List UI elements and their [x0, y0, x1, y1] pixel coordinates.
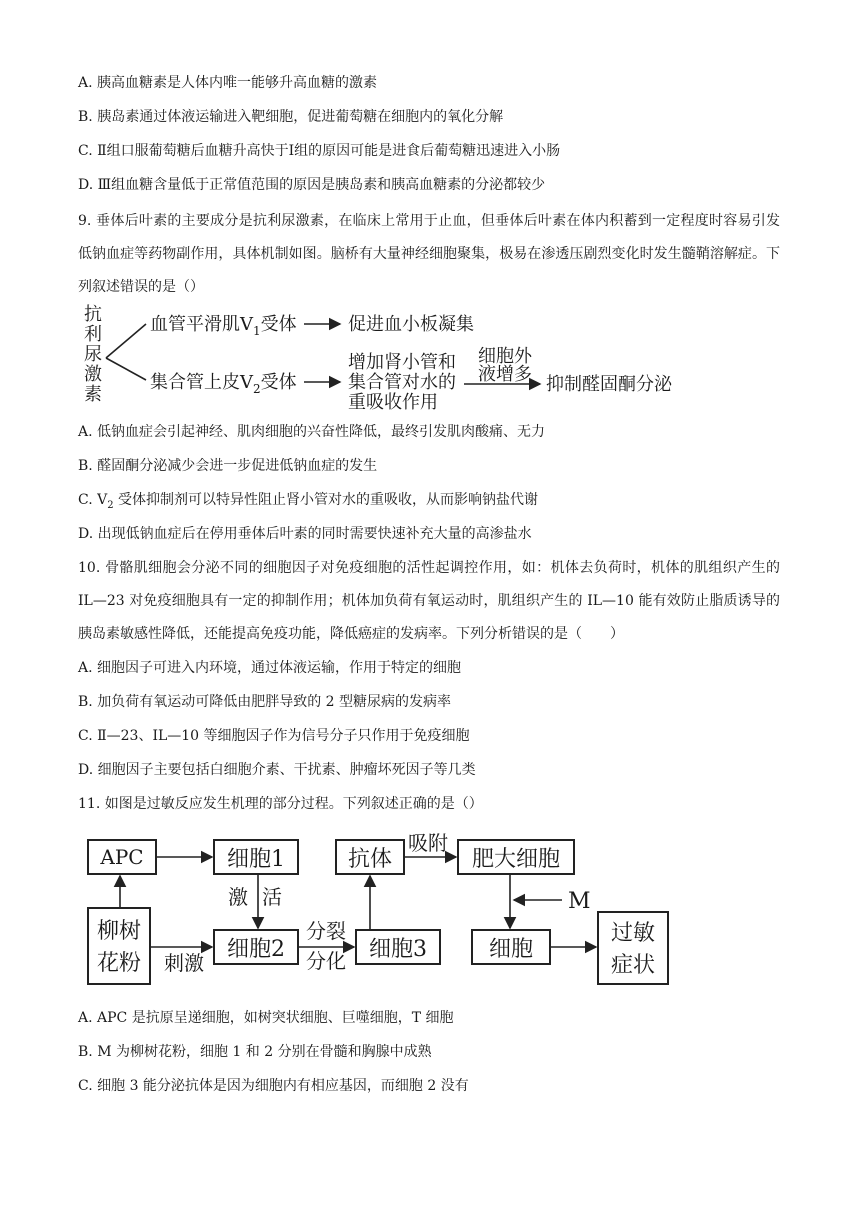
- m-label: M: [568, 889, 591, 914]
- svg-text:集合管对水的: 集合管对水的: [348, 372, 456, 393]
- svg-text:激: 激: [84, 364, 102, 385]
- cell2-label: 细胞2: [227, 937, 285, 962]
- svg-text:液增多: 液增多: [478, 364, 532, 385]
- antibody-label: 抗体: [347, 847, 393, 872]
- symptom-label-2: 症状: [610, 953, 656, 978]
- svg-text:增加肾小管和: 增加肾小管和: [348, 352, 456, 373]
- q8-option-a: A. 胰高血糖素是人体内唯一能够升高血糖的激素: [78, 75, 378, 91]
- branch-arrow-down: [106, 358, 146, 380]
- svg-text:重吸收作用: 重吸收作用: [348, 392, 438, 413]
- q9-option-b: B. 醛固酮分泌减少会进一步促进低钠血症的发生: [78, 458, 378, 474]
- apc-label: APC: [100, 845, 144, 869]
- branch-arrow-up: [106, 324, 146, 358]
- q8-option-d: D. Ⅲ组血糖含量低于正常值范围的原因是胰岛素和胰高血糖素的分泌都较少: [78, 177, 546, 193]
- cell-label: 细胞: [488, 937, 534, 962]
- v2-receptor: 集合管上皮$V_2$受体: [150, 372, 297, 396]
- activate-label-1: 激: [228, 885, 248, 909]
- final-effect: 抑制醛固酮分泌: [546, 374, 672, 395]
- svg-text:素: 素: [84, 384, 102, 405]
- svg-text:细胞外: 细胞外: [478, 346, 532, 367]
- q11-option-b: B. M 为柳树花粉，细胞 1 和 2 分别在骨髓和胸腺中成熟: [78, 1044, 432, 1060]
- differentiate-label: 分化: [306, 949, 346, 973]
- q11-option-c: C. 细胞 3 能分泌抗体是因为细胞内有相应基因，而细胞 2 没有: [78, 1078, 469, 1094]
- hormone-label: [84, 304, 102, 405]
- svg-text:利: 利: [84, 324, 102, 345]
- stimulate-label: 刺激: [164, 951, 204, 975]
- q11-stem: 11. 如图是过敏反应发生机理的部分过程。下列叙述正确的是（）: [78, 796, 483, 812]
- q9-option-d: D. 出现低钠血症后在停用垂体后叶素的同时需要快速补充大量的高渗盐水: [78, 526, 532, 542]
- pollen-label-2: 花粉: [96, 951, 142, 976]
- activate-label-2: 活: [262, 885, 282, 909]
- divide-label: 分裂: [306, 919, 346, 943]
- mast-cell-label: 肥大细胞: [471, 847, 561, 872]
- adsorb-label: 吸附: [408, 831, 448, 855]
- q9-option-c: C. $V_2$ 受体抑制剂可以特异性阻止肾小管对水的重吸收，从而影响钠盐代谢: [78, 492, 539, 511]
- q10-option-c: C. Ⅱ—23、IL—10 等细胞因子作为信号分子只作用于免疫细胞: [78, 728, 470, 744]
- q10-option-b: B. 加负荷有氧运动可降低由肥胖导致的 2 型糖尿病的发病率: [78, 694, 451, 710]
- q10-stem: 10. 骨骼肌细胞会分泌不同的细胞因子对免疫细胞的活性起调控作用，如：机体去负荷时，机体的肌组织产生的 IL—23 对免疫细胞具有一定的抑制作用；机体加负荷有氧运动时，肌组织产生的 IL—10 能有效防止脂质诱导的胰岛素敏感性降低，还能提高免疫功能，降低癌症的发病率。下列分析错误的是（ ）: [78, 560, 780, 642]
- cell3-label: 细胞3: [369, 937, 427, 962]
- svg-text:尿: 尿: [84, 344, 102, 365]
- q11-allergy-diagram: [78, 826, 698, 991]
- q8-option-b: B. 胰岛素通过体液运输进入靶细胞，促进葡萄糖在细胞内的氧化分解: [78, 109, 504, 125]
- q11-option-a: A. APC 是抗原呈递细胞，如树突状细胞、巨噬细胞，T 细胞: [78, 1010, 454, 1026]
- extracellular-fluid-label: [478, 346, 533, 385]
- v1-effect: 促进血小板凝集: [348, 314, 474, 335]
- symptom-label-1: 过敏: [610, 921, 656, 946]
- q8-option-c: C. Ⅱ组口服葡萄糖后血糖升高快于Ⅰ组的原因可能是进食后葡萄糖迅速进入小肠: [78, 143, 561, 159]
- v1-receptor: 血管平滑肌$V_1$受体: [150, 314, 297, 338]
- q9-option-a: A. 低钠血症会引起神经、肌肉细胞的兴奋性降低，最终引发肌肉酸痛、无力: [78, 424, 546, 440]
- pollen-label-1: 柳树: [96, 919, 142, 944]
- q10-option-d: D. 细胞因子主要包括白细胞介素、干扰素、肿瘤坏死因子等几类: [78, 762, 476, 778]
- v2-effect: [348, 351, 456, 413]
- cell1-label: 细胞1: [227, 847, 285, 872]
- q10-option-a: A. 细胞因子可进入内环境，通过体液运输，作用于特定的细胞: [78, 660, 462, 676]
- q9-stem: 9. 垂体后叶素的主要成分是抗利尿激素，在临床上常用于止血，但垂体后叶素在体内积蓄到一定程度时容易引发低钠血症等药物副作用，具体机制如图。脑桥有大量神经细胞聚集，极易在渗透压剧烈变化时发生髓鞘溶解症。下列叙述错误的是（）: [78, 213, 780, 295]
- q9-mechanism-diagram: [78, 300, 698, 415]
- svg-text:抗: 抗: [84, 304, 102, 325]
